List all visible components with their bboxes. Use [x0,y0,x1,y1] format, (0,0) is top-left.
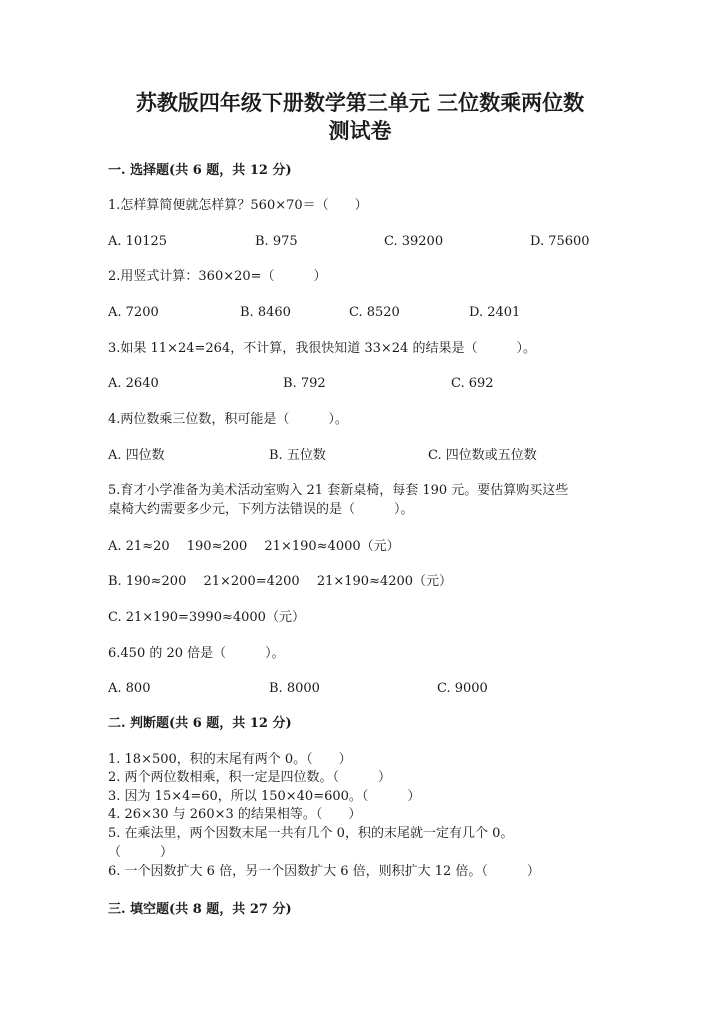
q4-option-c: C. 四位数或五位数 [428,448,537,463]
q1-option-a: A. 10125 [108,234,168,249]
q2-option-a: A. 7200 [108,305,159,320]
exam-title-line2: 测试卷 [328,118,392,143]
q5-option-a: A. 21≈20 190≈200 21×190≈4000（元） [108,539,400,554]
q2-option-b: B. 8460 [240,305,291,320]
q6-option-a: A. 800 [108,681,151,696]
q1-option-b: B. 975 [255,234,298,249]
judge-item-1: 1. 18×500，积的末尾有两个 0。（ ） [108,752,352,767]
q4-stem: 4.两位数乘三位数，积可能是（ ）。 [108,412,348,427]
exam-title-line1: 苏教版四年级下册数学第三单元 三位数乘两位数 [135,90,585,115]
q5-option-b: B. 190≈200 21×200=4200 21×190≈4200（元） [108,574,453,589]
q4-option-a: A. 四位数 [108,448,165,463]
judge-item-5: 5. 在乘法里，两个因数末尾一共有几个 0，积的末尾就一定有几个 0。 [108,826,514,841]
section1-heading: 一. 选择题(共 6 题，共 12 分) [108,163,292,178]
q1-stem: 1.怎样算简便就怎样算？560×70＝（ ） [108,198,368,213]
q2-stem: 2.用竖式计算：360×20=（ ） [108,269,327,284]
q2-option-d: D. 2401 [469,305,521,320]
q5-stem-line1: 5.育才小学准备为美术活动室购入 21 套新桌椅，每套 190 元。要估算购买这些 [108,483,569,498]
q4-option-b: B. 五位数 [269,448,326,463]
section3-heading: 三. 填空题(共 8 题，共 27 分) [108,902,292,917]
q6-option-c: C. 9000 [437,681,488,696]
q6-option-b: B. 8000 [269,681,320,696]
q3-stem: 3.如果 11×24=264，不计算，我很快知道 33×24 的结果是（ ）。 [108,341,536,356]
judge-item-5-bracket: （ ） [108,845,174,860]
q1-option-d: D. 75600 [530,234,590,249]
section2-heading: 二. 判断题(共 6 题，共 12 分) [108,716,292,731]
q3-option-a: A. 2640 [108,376,159,391]
q5-stem-line2: 桌椅大约需要多少元，下列方法错误的是（ ）。 [108,502,414,517]
judge-item-4: 4. 26×30 与 260×3 的结果相等。（ ） [108,807,362,822]
q6-stem: 6.450 的 20 倍是（ ）。 [108,646,285,661]
judge-item-3: 3. 因为 15×4=60，所以 150×40=600。（ ） [108,789,421,804]
q2-option-c: C. 8520 [349,305,400,320]
q1-option-c: C. 39200 [384,234,444,249]
q3-option-c: C. 692 [451,376,494,391]
q5-option-c: C. 21×190=3990≈4000（元） [108,610,305,625]
judge-item-2: 2. 两个两位数相乘，积一定是四位数。（ ） [108,770,392,785]
judge-item-6: 6. 一个因数扩大 6 倍，另一个因数扩大 6 倍，则积扩大 12 倍。（ ） [108,864,540,879]
q3-option-b: B. 792 [283,376,326,391]
